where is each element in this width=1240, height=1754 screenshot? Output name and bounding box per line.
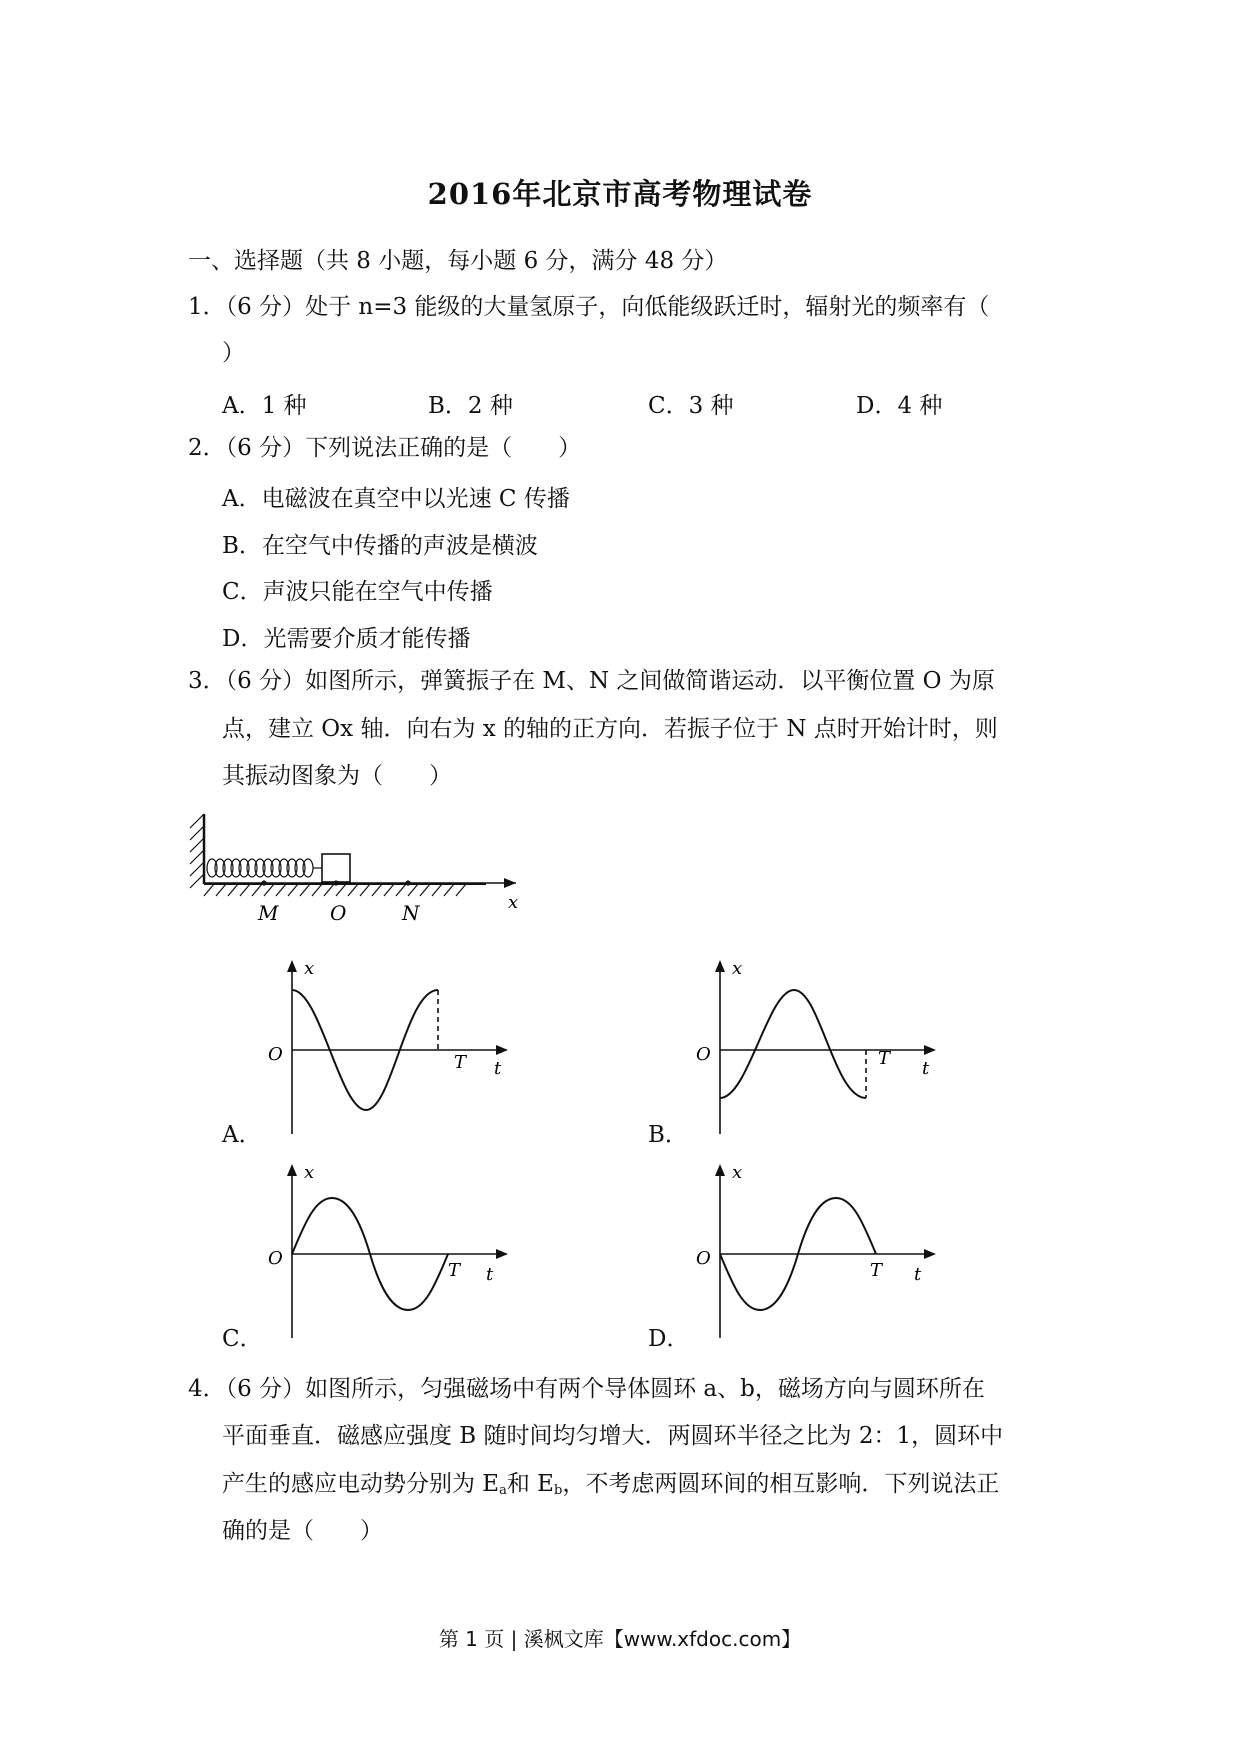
q2-stem: 2．（6 分）下列说法正确的是（ ） bbox=[188, 435, 582, 461]
q3-option-b: B． bbox=[648, 1122, 688, 1148]
q3-option-a: A． bbox=[222, 1122, 262, 1148]
graph-c-time-label: t bbox=[486, 1264, 494, 1285]
label-x-axis: x bbox=[508, 892, 519, 913]
graph-b-t-label: T bbox=[878, 1048, 891, 1069]
label-n: N bbox=[402, 901, 420, 925]
q4-stem-line4: 确的是（ ） bbox=[222, 1518, 383, 1544]
graph-option-a bbox=[258, 956, 518, 1134]
graph-a-x-label: x bbox=[304, 958, 315, 979]
graph-a-origin-label: O bbox=[268, 1044, 283, 1065]
label-m: M bbox=[258, 901, 279, 925]
graph-option-c bbox=[258, 1160, 518, 1338]
q4-line3-part-c: ，不考虑两圆环间的相互影响．下列说法正 bbox=[562, 1471, 1000, 1497]
graph-a-t-label: T bbox=[454, 1052, 467, 1073]
q1-option-c: C．3 种 bbox=[648, 393, 734, 419]
q4-line3-part-b: 和 E bbox=[506, 1471, 554, 1497]
graph-d-x-label: x bbox=[732, 1162, 743, 1183]
graph-a-time-label: t bbox=[494, 1058, 502, 1079]
q2-option-b: B．在空气中传播的声波是横波 bbox=[222, 533, 538, 559]
q3-stem-line3: 其振动图象为（ ） bbox=[222, 763, 452, 789]
q1-option-d: D．4 种 bbox=[856, 393, 943, 419]
graph-option-b bbox=[686, 956, 946, 1134]
graph-b-origin-label: O bbox=[696, 1044, 711, 1065]
q1-stem-line1: 1．（6 分）处于 n=3 能级的大量氢原子，向低能级跃迁时，辐射光的频率有（ bbox=[188, 294, 990, 320]
q4-stem-line3 bbox=[222, 1469, 999, 1506]
q2-option-d: D．光需要介质才能传播 bbox=[222, 626, 471, 652]
q1-stem-line2: ） bbox=[222, 340, 245, 366]
graph-d-t-label: T bbox=[870, 1260, 883, 1281]
q3-stem-line2: 点，建立 Ox 轴．向右为 x 的轴的正方向．若振子位于 N 点时开始计时，则 bbox=[222, 716, 998, 742]
q3-stem-line1: 3．（6 分）如图所示，弹簧振子在 M、N 之间做简谐运动．以平衡位置 O 为原 bbox=[188, 668, 995, 694]
q4-subscript-b: b bbox=[553, 1483, 563, 1498]
spring-oscillator-figure bbox=[186, 808, 526, 930]
q3-option-d: D． bbox=[648, 1326, 690, 1352]
page-title: 2016年北京市高考物理试卷 bbox=[427, 177, 813, 211]
graph-b-x-label: x bbox=[732, 958, 743, 979]
q3-option-c: C． bbox=[222, 1326, 263, 1352]
q4-subscript-a: a bbox=[499, 1483, 507, 1498]
q1-option-a: A．1 种 bbox=[222, 393, 307, 419]
graph-option-d bbox=[686, 1160, 946, 1338]
graph-b-time-label: t bbox=[922, 1058, 930, 1079]
q4-stem-line1: 4．（6 分）如图所示，匀强磁场中有两个导体圆环 a、b，磁场方向与圆环所在 bbox=[188, 1376, 985, 1402]
page-footer: 第 1 页 | 溪枫文库【www.xfdoc.com】 bbox=[438, 1627, 802, 1651]
graph-c-x-label: x bbox=[304, 1162, 315, 1183]
q4-stem-line2: 平面垂直．磁感应强度 B 随时间均匀增大．两圆环半径之比为 2：1，圆环中 bbox=[222, 1423, 1004, 1449]
q4-line3-part-a: 产生的感应电动势分别为 E bbox=[222, 1471, 500, 1497]
graph-d-origin-label: O bbox=[696, 1248, 711, 1269]
q1-option-b: B．2 种 bbox=[428, 393, 513, 419]
q2-option-a: A．电磁波在真空中以光速 C 传播 bbox=[222, 486, 570, 512]
graph-d-time-label: t bbox=[914, 1264, 922, 1285]
q2-option-c: C．声波只能在空气中传播 bbox=[222, 579, 493, 605]
graph-c-origin-label: O bbox=[268, 1248, 283, 1269]
graph-c-t-label: T bbox=[448, 1260, 461, 1281]
section-header: 一、选择题（共 8 小题，每小题 6 分，满分 48 分） bbox=[188, 248, 728, 274]
label-o: O bbox=[330, 901, 347, 925]
